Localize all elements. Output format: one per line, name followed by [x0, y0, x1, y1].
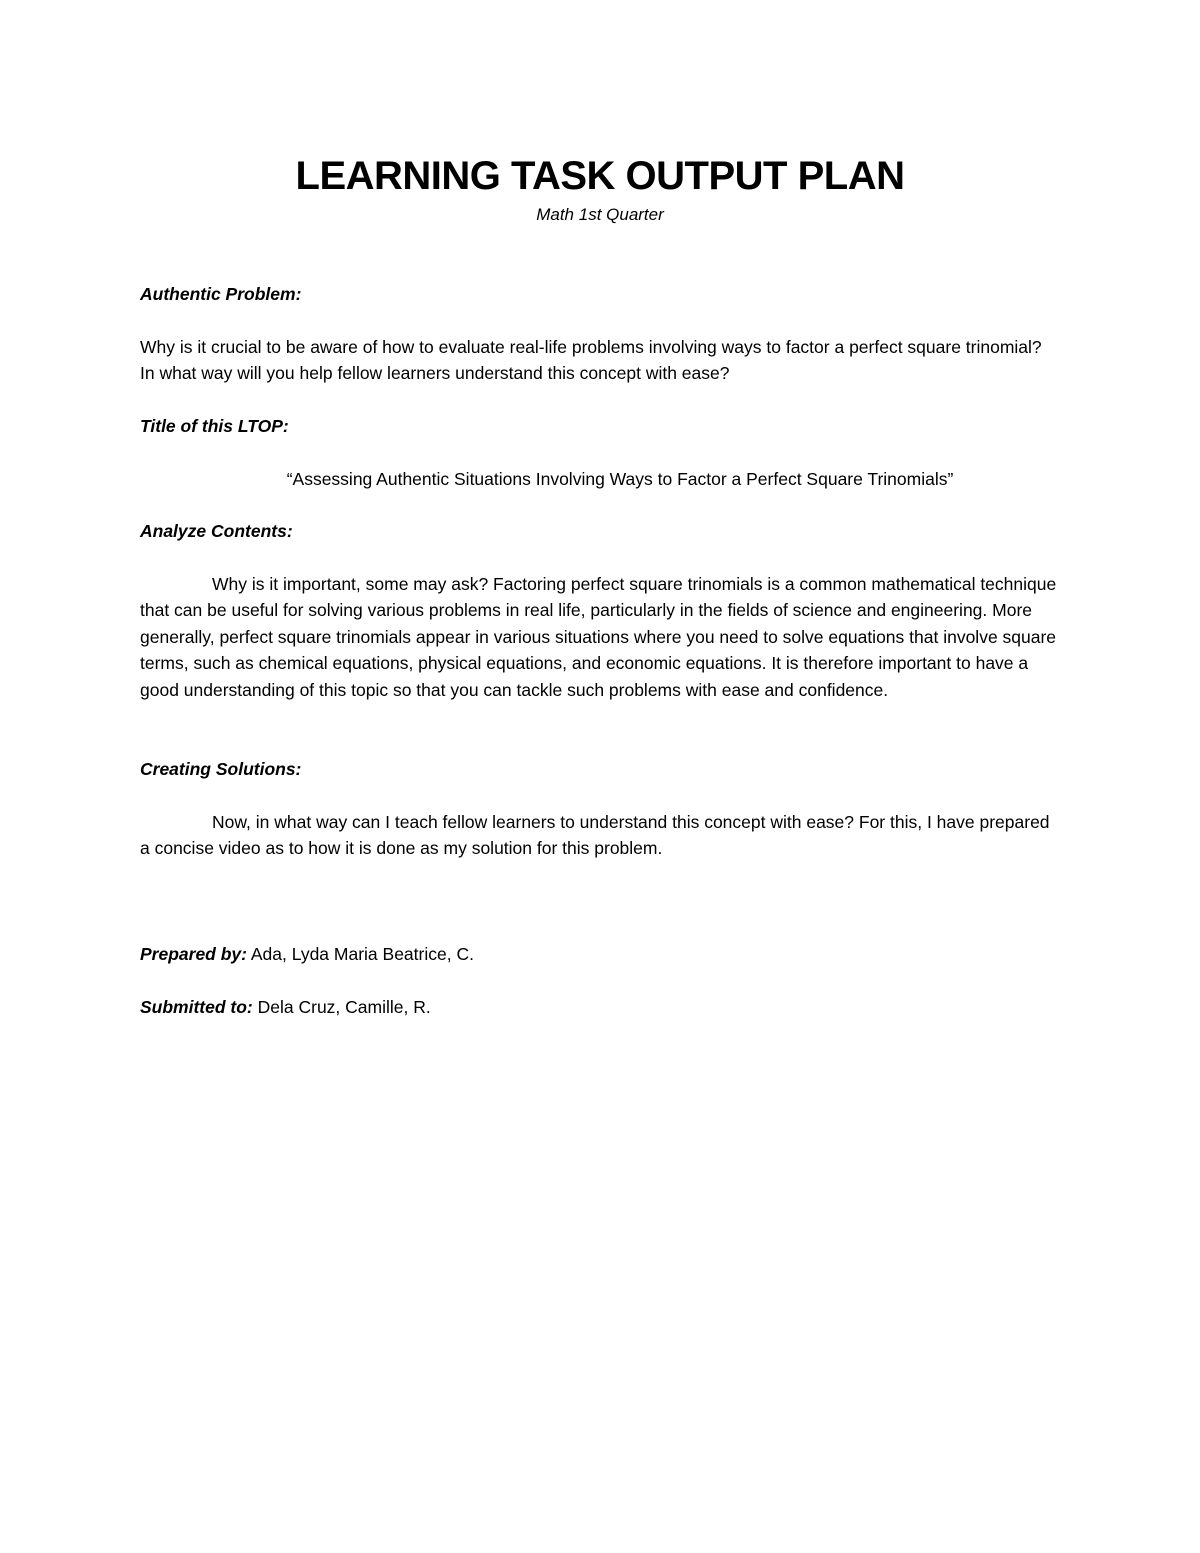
document-subtitle: Math 1st Quarter	[536, 205, 664, 224]
prepared-by-label: Prepared by:	[140, 944, 247, 964]
section-title-of-ltop	[140, 413, 1060, 492]
submitted-to-value: Dela Cruz, Camille, R.	[252, 997, 431, 1017]
section-authentic-problem	[140, 281, 1060, 387]
section-body: Why is it crucial to be aware of how to evaluate real-life problems involving ways to factor a perfect square trinomial? In what way will you help fellow learners understand this concept with ease?	[140, 336, 1042, 383]
section-heading: Analyze Contents:	[140, 521, 293, 541]
submitted-to-label: Submitted to:	[140, 997, 253, 1017]
prepared-by-value: Ada, Lyda Maria Beatrice, C.	[246, 944, 474, 964]
section-heading: Creating Solutions:	[140, 759, 302, 779]
section-heading: Authentic Problem:	[140, 284, 302, 304]
section-analyze-contents	[140, 518, 1060, 703]
section-body: Why is it important, some may ask? Factoring perfect square trinomials is a common mathematical technique that can be useful for solving various problems in real life, particularly in the fields of science and engineering. More generally, perfect square trinomials appear in various situations where you need to solve equations that involve square terms, such as chemical equations, physical equations, and economic equations. It is therefore important to have a good understanding of this topic so that you can tackle such problems with ease and confidence.	[140, 573, 1057, 700]
ltop-title: “Assessing Authentic Situations Involving Ways to Factor a Perfect Square Trinomials”	[286, 468, 954, 489]
section-creating-solutions	[140, 756, 1060, 862]
prepared-by-line	[140, 941, 1060, 968]
section-body: Now, in what way can I teach fellow learners to understand this concept with ease? For this, I have prepared a concise video as to how it is done as my solution for this problem.	[140, 811, 1050, 858]
document-title: LEARNING TASK OUTPUT PLAN	[295, 154, 905, 198]
section-heading: Title of this LTOP:	[140, 416, 289, 436]
submitted-to-line	[140, 994, 1060, 1021]
